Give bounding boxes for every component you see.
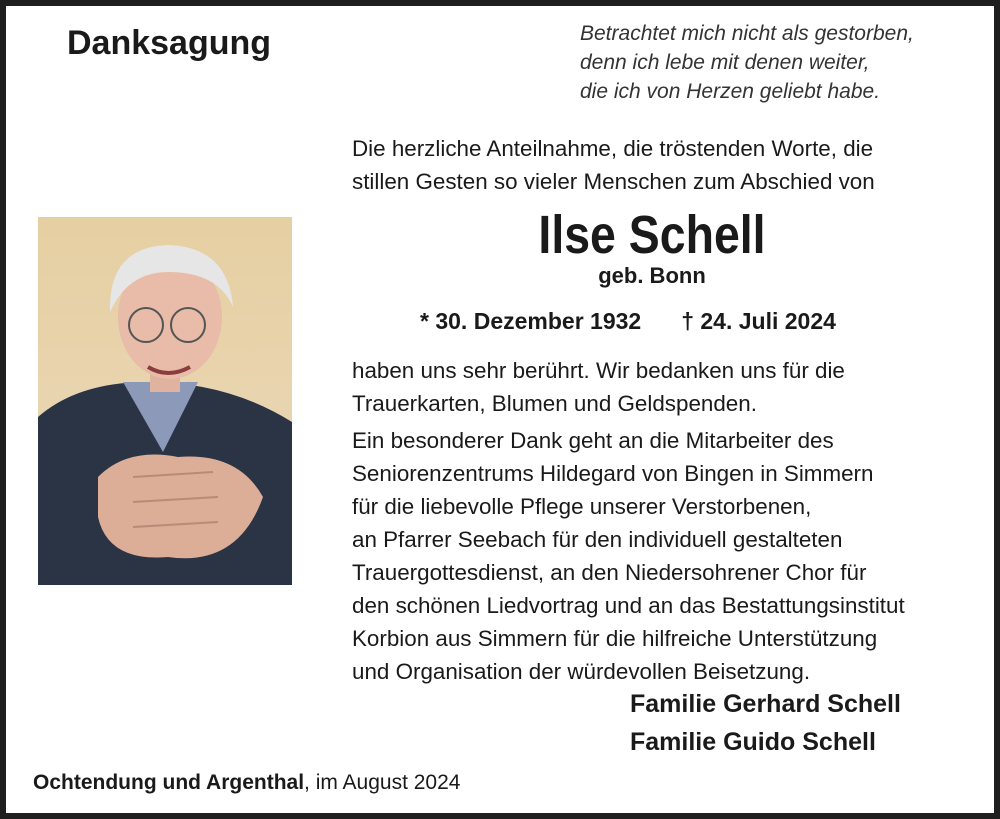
body-line: und Organisation der würdevollen Beisetzung. (352, 659, 811, 684)
body-line: haben uns sehr berührt. Wir bedanken uns für die (352, 358, 845, 383)
family-signature: Familie Gerhard Schell (630, 690, 901, 718)
body-line: Trauerkarten, Blumen und Geldspenden. (352, 391, 757, 416)
intro-line: stillen Gesten so vieler Menschen zum Abschied von (352, 169, 875, 194)
body-line: für die liebevolle Pflege unserer Verstorbenen, (352, 494, 812, 519)
place: Ochtendung und Argenthal (33, 771, 305, 794)
body-line: Ein besonderer Dank geht an die Mitarbeiter des (352, 428, 834, 453)
deceased-name: Ilse Schell (538, 205, 766, 265)
heading: Danksagung (67, 24, 272, 62)
body-line: Seniorenzentrums Hildegard von Bingen in Simmern (352, 461, 874, 486)
family-signature: Familie Guido Schell (630, 728, 876, 756)
death-date: † 24. Juli 2024 (681, 308, 836, 334)
body-line: Korbion aus Simmern für die hilfreiche Unterstützung (352, 626, 878, 651)
body-line: den schönen Liedvortrag und an das Bestattungsinstitut (352, 593, 905, 618)
motto-line: die ich von Herzen geliebt habe. (580, 80, 881, 103)
date: , im August 2024 (304, 771, 461, 794)
portrait-photo (38, 217, 292, 585)
maiden-name: geb. Bonn (598, 263, 706, 288)
life-dates (420, 308, 876, 335)
intro-line: Die herzliche Anteilnahme, die tröstenden Worte, die (352, 136, 874, 161)
body-line: an Pfarrer Seebach für den individuell gestalteten (352, 527, 843, 552)
birth-date: * 30. Dezember 1932 (420, 308, 642, 334)
body-line: Trauergottesdienst, an den Niedersohrener Chor für (352, 560, 867, 585)
motto-line: denn ich lebe mit denen weiter, (580, 51, 870, 74)
motto-line: Betrachtet mich nicht als gestorben, (580, 22, 914, 45)
place-date (33, 771, 460, 795)
